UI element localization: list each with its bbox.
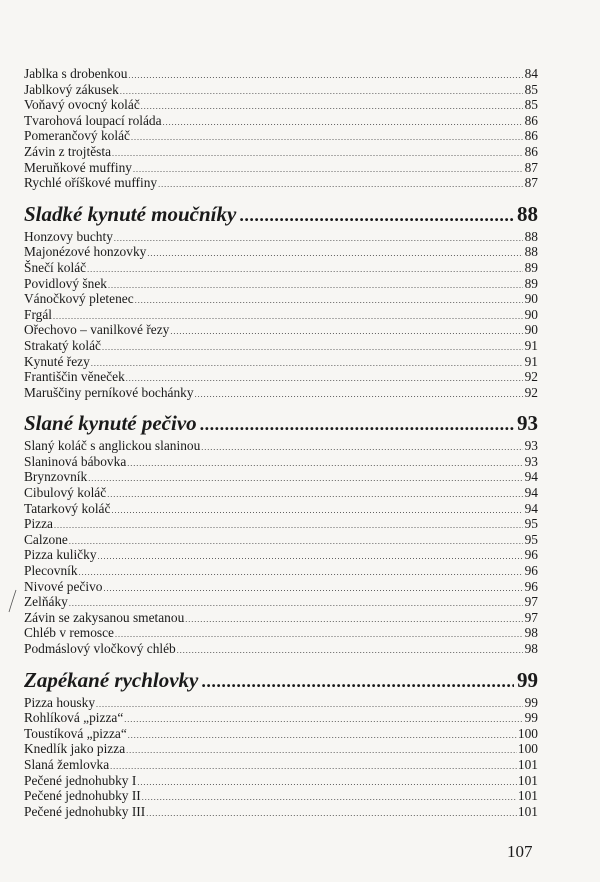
page-ref: 89 — [524, 259, 538, 275]
toc-entry — [24, 579, 538, 595]
entry-title: Jablka s drobenkou — [24, 66, 128, 81]
entry-title: Chléb v remosce — [24, 625, 114, 641]
section-title: Zapékané rychlovky — [24, 667, 199, 692]
toc-entry — [24, 757, 538, 773]
toc-entry — [24, 260, 538, 276]
toc-entry — [24, 741, 538, 757]
entry-title: Rychlé oříškové muffiny — [24, 175, 158, 191]
page-ref: 93 — [517, 411, 538, 436]
dot-leader — [177, 643, 523, 659]
page-ref: 97 — [524, 609, 538, 625]
section-title: Sladké kynuté moučníky — [24, 201, 237, 226]
page-ref: 90 — [524, 291, 538, 307]
page-ref: 87 — [524, 175, 538, 191]
toc-entry — [24, 438, 538, 454]
entry-title: Podmáslový vločkový chléb — [24, 641, 176, 656]
entry-title: Pizza housky — [24, 694, 96, 710]
toc-entry — [24, 276, 538, 292]
entry-title: Vánočkový pletenec — [24, 291, 134, 307]
toc-section-heading — [24, 410, 538, 437]
dot-leader — [124, 712, 523, 728]
dot-leader — [127, 456, 523, 472]
entry-title: Pečené jednohubky I — [24, 772, 137, 788]
dot-leader — [163, 115, 523, 131]
entry-title: Brynzovník — [24, 469, 88, 485]
page-ref: 92 — [524, 369, 538, 385]
page-ref: 101 — [517, 756, 538, 772]
page-ref: 98 — [524, 641, 538, 656]
entry-title: Pomerančový koláč — [24, 128, 130, 144]
toc-entry — [24, 175, 538, 191]
toc-entry — [24, 547, 538, 563]
page-ref: 101 — [517, 772, 538, 788]
dot-leader — [114, 231, 523, 247]
page-ref: 95 — [524, 531, 538, 547]
toc-section-heading — [24, 201, 538, 228]
toc-entry — [24, 485, 538, 501]
entry-title: Strakatý koláč — [24, 337, 101, 353]
page-ref: 91 — [524, 353, 538, 369]
entry-title: Knedlík jako pizza — [24, 741, 126, 757]
toc-entry — [24, 307, 538, 323]
toc-entry — [24, 244, 538, 260]
entry-title: Pečené jednohubky III — [24, 803, 146, 819]
dot-leader — [128, 68, 523, 84]
toc-entry — [24, 594, 538, 610]
dot-leader — [98, 549, 523, 565]
dot-leader — [102, 340, 523, 356]
entry-title: Šnečí koláč — [24, 259, 87, 275]
toc-entry — [24, 160, 538, 176]
toc-entry — [24, 532, 538, 548]
page-ref: 87 — [524, 159, 538, 175]
toc-entry — [24, 469, 538, 485]
toc-entry — [24, 97, 538, 113]
entry-title: Nivové pečivo — [24, 578, 103, 594]
entry-title: Tvarohová loupací roláda — [24, 112, 162, 128]
page-ref: 94 — [524, 485, 538, 501]
toc-entry — [24, 454, 538, 470]
page-ref: 88 — [524, 244, 538, 260]
dot-leader — [91, 356, 523, 372]
dot-leader — [146, 806, 517, 822]
dot-leader — [135, 293, 523, 309]
page-ref: 84 — [524, 66, 538, 81]
entry-title: Cibulový koláč — [24, 485, 107, 501]
toc-entry — [24, 641, 538, 657]
page-ref: 100 — [517, 725, 538, 741]
entry-title: Plecovník — [24, 563, 78, 579]
dot-leader — [170, 324, 523, 340]
entry-title: Frgál — [24, 306, 53, 322]
toc-entry — [24, 82, 538, 98]
entry-title: Slaný koláč s anglickou slaninou — [24, 438, 201, 454]
entry-title: Slaninová bábovka — [24, 453, 127, 469]
page-ref: 86 — [524, 112, 538, 128]
entry-title: Ořechovo – vanilkové řezy — [24, 322, 170, 338]
toc-entry — [24, 322, 538, 338]
dot-leader — [201, 668, 514, 694]
toc-entry — [24, 128, 538, 144]
page-ref: 99 — [517, 667, 538, 692]
stray-pen-mark — [6, 588, 20, 614]
toc-entry — [24, 625, 538, 641]
toc-entry — [24, 788, 538, 804]
table-of-contents — [24, 66, 538, 819]
toc-entry — [24, 773, 538, 789]
dot-leader — [54, 518, 523, 534]
dot-leader — [112, 146, 523, 162]
page-ref: 91 — [524, 337, 538, 353]
dot-leader — [88, 471, 523, 487]
toc-entry — [24, 516, 538, 532]
dot-leader — [103, 581, 523, 597]
dot-leader — [200, 411, 514, 437]
dot-leader — [142, 790, 517, 806]
page-ref: 99 — [524, 694, 538, 710]
entry-title: Rohlíková „pizza“ — [24, 710, 124, 726]
toc-entry — [24, 563, 538, 579]
entry-title: Jablkový zákusek — [24, 81, 119, 97]
dot-leader — [147, 246, 523, 262]
entry-title: Pizza — [24, 516, 53, 532]
page-ref: 85 — [524, 97, 538, 113]
entry-title: Františčin věneček — [24, 369, 125, 385]
dot-leader — [79, 565, 523, 581]
entry-title: Honzovy buchty — [24, 228, 113, 244]
toc-entry — [24, 695, 538, 711]
toc-entry — [24, 726, 538, 742]
dot-leader — [96, 697, 523, 713]
page-ref: 88 — [517, 201, 538, 226]
dot-leader — [201, 440, 523, 456]
page-ref: 96 — [524, 563, 538, 579]
entry-title: Povidlový šnek — [24, 275, 107, 291]
dot-leader — [108, 278, 523, 294]
entry-title: Pečené jednohubky II — [24, 788, 141, 804]
page-ref: 94 — [524, 500, 538, 516]
page-ref: 101 — [517, 803, 538, 819]
dot-leader — [110, 759, 517, 775]
entry-title: Zelňáky — [24, 594, 68, 610]
dot-leader — [137, 775, 517, 791]
dot-leader — [158, 177, 523, 193]
page-ref: 88 — [524, 228, 538, 244]
entry-title: Závin se zakysanou smetanou — [24, 609, 185, 625]
section-title: Slané kynuté pečivo — [24, 411, 197, 436]
entry-title: Tatarkový koláč — [24, 500, 111, 516]
page-ref: 93 — [524, 453, 538, 469]
entry-title: Majonézové honzovky — [24, 244, 147, 260]
toc-entry — [24, 710, 538, 726]
page-ref: 101 — [517, 788, 538, 804]
page-ref: 97 — [524, 594, 538, 610]
entry-title: Voňavý ovocný koláč — [24, 97, 140, 113]
entry-title: Calzone — [24, 531, 68, 547]
page-ref: 94 — [524, 469, 538, 485]
entry-title: Kynuté řezy — [24, 353, 90, 369]
toc-entry — [24, 804, 538, 820]
dot-leader — [133, 162, 523, 178]
page-ref: 85 — [524, 81, 538, 97]
page-ref: 95 — [524, 516, 538, 532]
dot-leader — [195, 387, 523, 403]
toc-entry — [24, 291, 538, 307]
dot-leader — [107, 487, 523, 503]
entry-title: Slaná žemlovka — [24, 756, 110, 772]
toc-entry — [24, 610, 538, 626]
dot-leader — [141, 99, 523, 115]
toc-section-heading — [24, 667, 538, 694]
dot-leader — [131, 130, 523, 146]
entry-title: Závin z trojtěsta — [24, 143, 112, 159]
dot-leader — [239, 202, 514, 228]
dot-leader — [128, 728, 517, 744]
page-ref: 93 — [524, 438, 538, 454]
dot-leader — [111, 503, 523, 519]
toc-entry — [24, 144, 538, 160]
toc-entry — [24, 229, 538, 245]
entry-title: Toustíková „pizza“ — [24, 725, 127, 741]
toc-entry — [24, 66, 538, 82]
page-ref: 86 — [524, 143, 538, 159]
toc-entry — [24, 501, 538, 517]
toc-entry — [24, 385, 538, 401]
entry-title: Meruňkové muffiny — [24, 159, 132, 175]
dot-leader — [126, 743, 517, 759]
page-ref: 100 — [517, 741, 538, 757]
page-ref: 99 — [524, 710, 538, 726]
toc-entry — [24, 338, 538, 354]
entry-title: Pizza kuličky — [24, 547, 97, 563]
dot-leader — [120, 84, 523, 100]
toc-entry — [24, 369, 538, 385]
page-ref: 96 — [524, 547, 538, 563]
page-ref: 98 — [524, 625, 538, 641]
dot-leader — [69, 534, 523, 550]
entry-title: Maruščiny perníkové bochánky — [24, 384, 194, 400]
dot-leader — [87, 262, 523, 278]
page-number: 107 — [507, 842, 533, 861]
page-ref: 96 — [524, 578, 538, 594]
page-ref: 92 — [524, 384, 538, 400]
toc-entry — [24, 354, 538, 370]
page-ref: 90 — [524, 322, 538, 338]
dot-leader — [115, 627, 523, 643]
toc-entry — [24, 113, 538, 129]
page-ref: 90 — [524, 306, 538, 322]
dot-leader — [185, 612, 523, 628]
page-ref: 86 — [524, 128, 538, 144]
page-ref: 89 — [524, 275, 538, 291]
